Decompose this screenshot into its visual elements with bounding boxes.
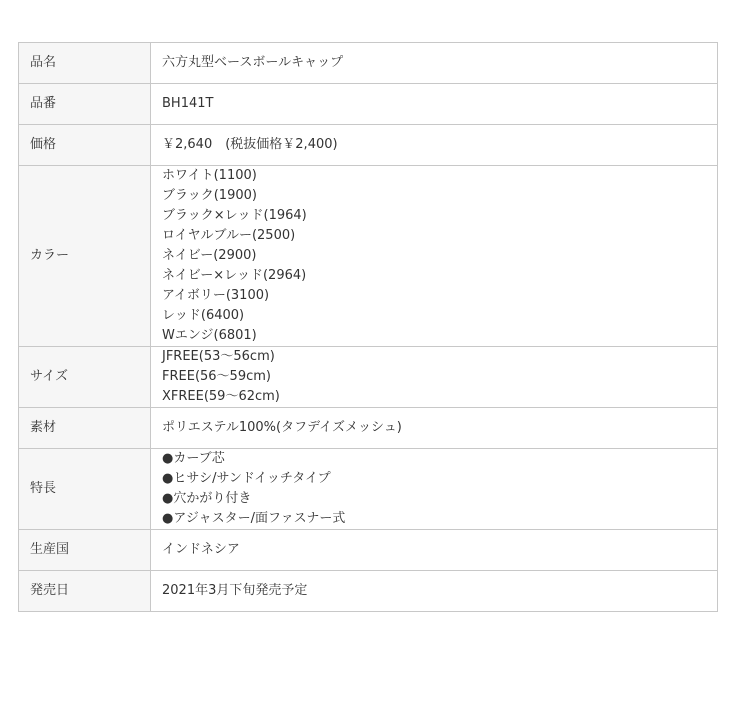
spec-row-product-number <box>19 84 718 125</box>
material-text: ポリエステル100%(タフデイズメッシュ) <box>162 420 402 435</box>
color-option: ロイヤルブルー(2500) <box>162 228 296 243</box>
spec-label: サイズ <box>19 347 151 408</box>
product-number-text: BH141T <box>162 96 214 111</box>
release-date-text: 2021年3月下旬発売予定 <box>162 583 308 598</box>
color-option: レッド(6400) <box>162 308 245 323</box>
spec-row-material <box>19 408 718 449</box>
color-option: ブラック(1900) <box>162 188 257 203</box>
spec-label: カラー <box>19 166 151 347</box>
spec-label: 品名 <box>19 43 151 84</box>
spec-label: 生産国 <box>19 530 151 571</box>
product-spec-table <box>18 42 718 612</box>
size-option: JFREE(53〜56cm) <box>162 349 275 364</box>
spec-value <box>151 125 718 166</box>
size-option: XFREE(59〜62cm) <box>162 389 280 404</box>
feature-item: ●ヒサシ/サンドイッチタイプ <box>162 471 331 486</box>
feature-item: ●穴かがり付き <box>162 491 252 506</box>
price-text: ￥2,640 (税抜価格￥2,400) <box>162 137 338 152</box>
spec-row-product-name <box>19 43 718 84</box>
spec-label: 素材 <box>19 408 151 449</box>
spec-row-features <box>19 449 718 530</box>
spec-label: 価格 <box>19 125 151 166</box>
color-option: ネイビー×レッド(2964) <box>162 268 307 283</box>
color-option: ホワイト(1100) <box>162 168 257 183</box>
spec-value <box>151 530 718 571</box>
spec-value <box>151 347 718 408</box>
color-option: アイボリー(3100) <box>162 288 270 303</box>
spec-value <box>151 571 718 612</box>
spec-label: 発売日 <box>19 571 151 612</box>
spec-value <box>151 43 718 84</box>
feature-item: ●カーブ芯 <box>162 451 225 466</box>
spec-value <box>151 449 718 530</box>
feature-item: ●アジャスター/面ファスナー式 <box>162 511 346 526</box>
spec-row-colors <box>19 166 718 347</box>
product-name-text: 六方丸型ベースボールキャップ <box>162 55 344 70</box>
spec-row-sizes <box>19 347 718 408</box>
spec-row-country <box>19 530 718 571</box>
size-option: FREE(56〜59cm) <box>162 369 271 384</box>
spec-label: 特長 <box>19 449 151 530</box>
color-option: ネイビー(2900) <box>162 248 257 263</box>
spec-label: 品番 <box>19 84 151 125</box>
spec-row-release-date <box>19 571 718 612</box>
spec-value <box>151 408 718 449</box>
spec-value <box>151 84 718 125</box>
spec-row-price <box>19 125 718 166</box>
country-text: インドネシア <box>162 542 240 557</box>
color-option: ブラック×レッド(1964) <box>162 208 307 223</box>
spec-value <box>151 166 718 347</box>
color-option: Wエンジ(6801) <box>162 328 257 343</box>
